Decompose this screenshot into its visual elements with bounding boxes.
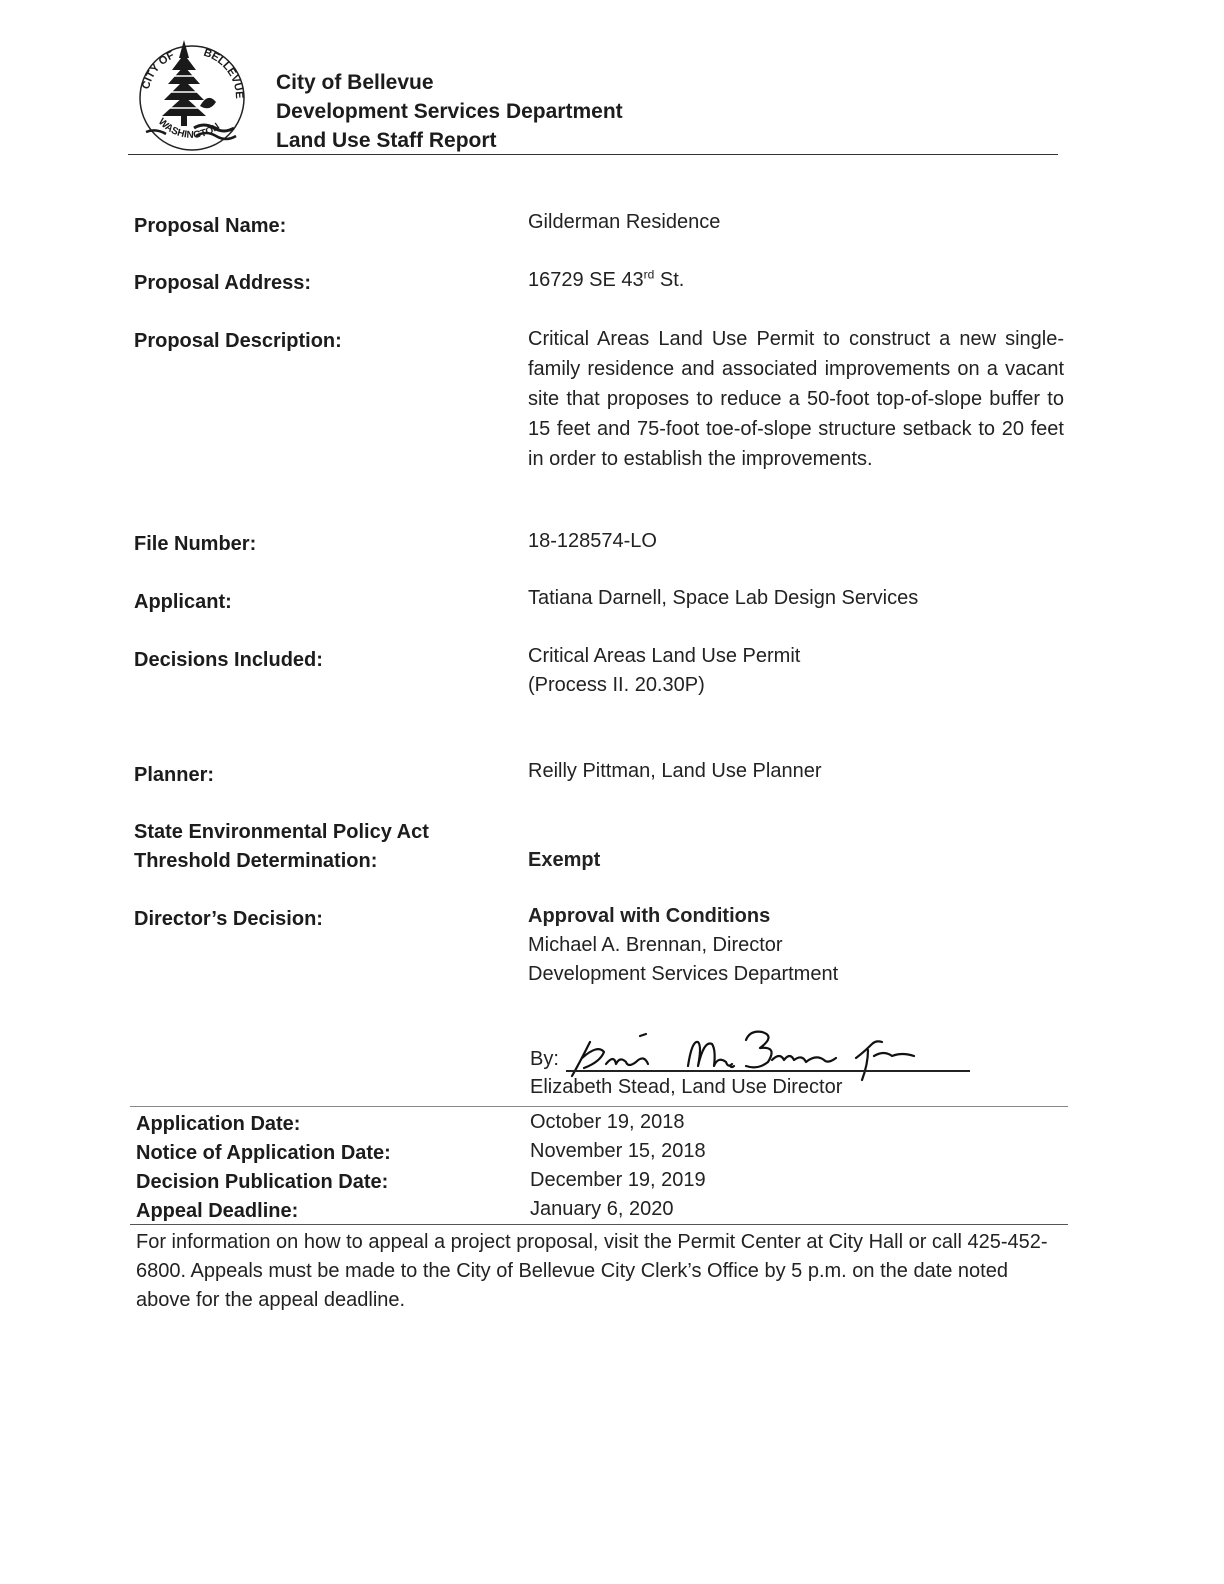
dates-labels <box>136 1110 391 1226</box>
notice-of-application-date-label: Notice of Application Date: <box>136 1142 391 1164</box>
address-street-type: St. <box>654 269 685 291</box>
address-number: 16729 SE 43 <box>528 269 644 291</box>
appeal-deadline-label: Appeal Deadline: <box>136 1200 299 1222</box>
proposal-address-value <box>528 266 684 295</box>
notice-of-application-date-value: November 15, 2018 <box>530 1140 706 1162</box>
proposal-address-label: Proposal Address: <box>134 272 312 294</box>
dates-top-divider <box>130 1106 1068 1107</box>
director-name: Michael A. Brennan, Director <box>528 934 783 956</box>
svg-text:BELLEVUE: BELLEVUE <box>201 46 246 100</box>
applicant-label: Applicant: <box>134 591 232 613</box>
organization-heading <box>276 68 623 155</box>
signature-line <box>566 1070 970 1072</box>
applicant-value: Tatiana Darnell, Space Lab Design Services <box>528 587 919 609</box>
city-name: City of Bellevue <box>276 71 434 94</box>
svg-text:WASHINGTON: WASHINGTON <box>155 116 222 141</box>
directors-decision-label: Director’s Decision: <box>134 908 323 930</box>
decisions-included-value-2: (Process II. 20.30P) <box>528 674 705 696</box>
application-date-value: October 19, 2018 <box>530 1111 685 1133</box>
appeal-deadline-value: January 6, 2020 <box>530 1198 674 1220</box>
directors-decision-value: Approval with Conditions <box>528 905 771 927</box>
proposal-name-label: Proposal Name: <box>134 215 287 237</box>
proposal-description-label: Proposal Description: <box>134 330 342 352</box>
director-department: Development Services Department <box>528 963 839 985</box>
proposal-name-value: Gilderman Residence <box>528 211 721 233</box>
proposal-description-value: Critical Areas Land Use Permit to construct a new single-family residence and associated improvements on a vacant site that proposes to reduce a 50-foot top-of-slope buffer to 15 feet and 75-foot toe-of-slope structure setback to 20 feet in order to establish the improvements. <box>528 328 1064 470</box>
planner-label: Planner: <box>134 764 215 786</box>
sepa-value: Exempt <box>528 849 601 871</box>
report-type: Land Use Staff Report <box>276 129 497 152</box>
sepa-label-line-1: State Environmental Policy Act <box>134 821 429 843</box>
address-ordinal: rd <box>643 267 655 282</box>
signature-by-label: By: <box>530 1048 559 1070</box>
appeal-information-note: For information on how to appeal a project proposal, visit the Permit Center at City Hall or call 425-452-6800. Appeals must be made to the City of Bellevue City Clerk’s Office by 5 p.m. on the date noted above for the appeal deadline. <box>136 1231 1048 1311</box>
file-number-label: File Number: <box>134 533 257 555</box>
decisions-included-value-1: Critical Areas Land Use Permit <box>528 645 801 667</box>
decisions-included-label: Decisions Included: <box>134 649 323 671</box>
file-number-value: 18-128574-LO <box>528 530 657 552</box>
header-divider <box>128 154 1058 155</box>
department-name: Development Services Department <box>276 100 623 123</box>
signer-name: Elizabeth Stead, Land Use Director <box>530 1076 843 1098</box>
city-seal-logo <box>134 36 250 154</box>
svg-text:CITY OF: CITY OF <box>139 49 177 91</box>
planner-value: Reilly Pittman, Land Use Planner <box>528 760 822 782</box>
sepa-label-line-2: Threshold Determination: <box>134 850 378 872</box>
decision-publication-date-label: Decision Publication Date: <box>136 1171 389 1193</box>
dates-bottom-divider <box>130 1224 1068 1225</box>
application-date-label: Application Date: <box>136 1113 301 1135</box>
dates-values <box>530 1108 706 1224</box>
decision-publication-date-value: December 19, 2019 <box>530 1169 706 1191</box>
